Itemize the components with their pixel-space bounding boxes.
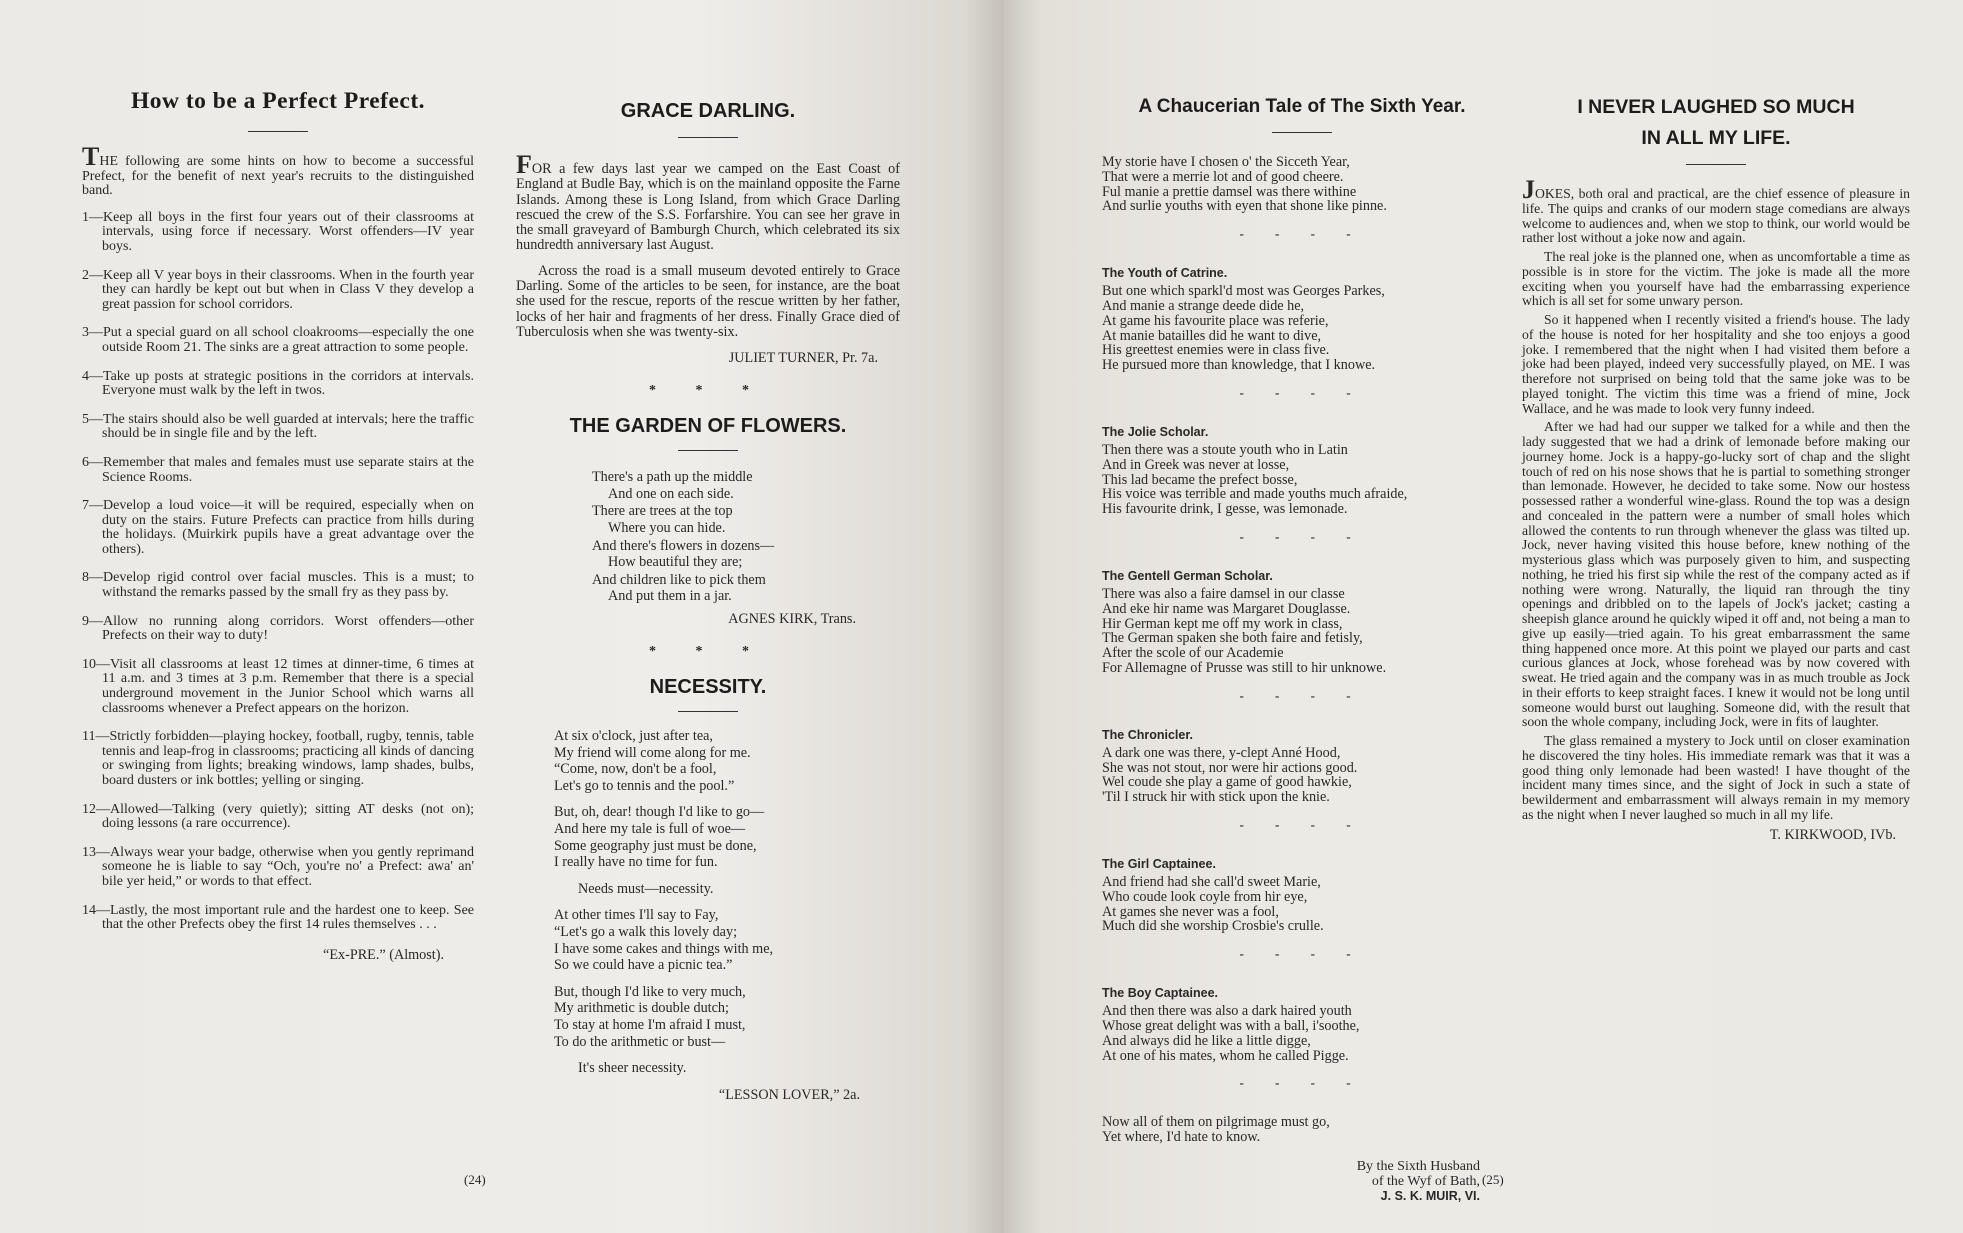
section-heading: The Jolie Scholar. bbox=[1102, 424, 1209, 439]
section-heading: The Chronicler. bbox=[1102, 727, 1193, 742]
poem-line: At other times I'll say to Fay, bbox=[554, 907, 719, 924]
chaucer-title: A Chaucerian Tale of The Sixth Year. bbox=[1138, 96, 1466, 117]
necessity-title: NECESSITY. bbox=[649, 676, 767, 699]
chaucer-article bbox=[1102, 96, 1502, 1204]
poem-stanza bbox=[554, 881, 900, 898]
poem-line: He pursued more than knowledge, that I knowe. bbox=[1102, 357, 1376, 374]
section-stanza bbox=[1102, 1004, 1502, 1063]
laughed-body bbox=[1522, 175, 1910, 823]
necessity-poem bbox=[516, 728, 900, 1077]
title-rule bbox=[1272, 132, 1332, 133]
poem-line: At one of his mates, whom he called Pigge. bbox=[1102, 1047, 1349, 1064]
prefect-intro: THE following are some hints on how to become a successful Prefect, for the benefit of next year's recruits to the distinguished band. bbox=[82, 142, 474, 199]
section-heading: The Youth of Catrine. bbox=[1102, 266, 1228, 281]
prefect-hint: 8—Develop rigid control over facial muscles. This is a must; to withstand the remarks passed by the small fry as they pass by. bbox=[82, 570, 474, 601]
prefect-hint: 7—Develop a loud voice—it will be required, especially when on duty on the stairs. Future Prefects can practice from hills during the holidays. (Muirkirk pupils have a great advantage over the others). bbox=[82, 498, 474, 557]
section-heading: The Gentell German Scholar. bbox=[1102, 568, 1273, 583]
section-heading: The Girl Captainee. bbox=[1102, 856, 1216, 871]
laughed-paragraph: The real joke is the planned one, when as uncomfortable a time as possible is in store for the victim. The joke is made all the more exciting when you yourself have had the embarrassing experience which is all set for some unwary person. bbox=[1522, 249, 1910, 309]
poem-line: To do the arithmetic or bust— bbox=[554, 1033, 726, 1050]
chaucer-epilogue bbox=[1102, 1115, 1502, 1145]
poem-line: A dark one was there, y-clept Anné Hood, bbox=[1102, 744, 1341, 761]
section-stanza bbox=[1102, 746, 1502, 805]
poem-line: Then there was a stoute youth who in Latin bbox=[1102, 441, 1348, 458]
prefect-signature: “Ex-PRE.” (Almost). bbox=[323, 946, 444, 963]
prefect-title: How to be a Perfect Prefect. bbox=[130, 88, 426, 114]
poem-line: And manie a strange deede dide he, bbox=[1102, 297, 1305, 314]
poem-line: Much did she worship Crosbie's crulle. bbox=[1102, 918, 1324, 935]
poem-line: So we could have a picnic tea.” bbox=[554, 957, 733, 974]
prefect-hint: 11—Strictly forbidden—playing hockey, football, rugby, tennis, table tennis and leap-frog in classrooms; practicing all kinds of dancing or swinging from lights; breaking windows, lamp shades, bulbs, board dusters or ink bottles; yelling or singing. bbox=[82, 729, 474, 788]
poem-line: It's sheer necessity. bbox=[578, 1060, 687, 1077]
poem-line: But, though I'd like to very much, bbox=[554, 983, 746, 1000]
poem-line: And children like to pick them bbox=[592, 571, 766, 588]
title-rule bbox=[678, 450, 738, 451]
poem-line: Where you can hide. bbox=[608, 520, 726, 537]
poem-line: His greettest enemies were in class five. bbox=[1102, 342, 1330, 359]
dash-divider: - - - - bbox=[1239, 384, 1365, 400]
poem-line: She was not stout, nor were hir actions good. bbox=[1102, 759, 1358, 776]
prefect-hint: 14—Lastly, the most important rule and the hardest one to keep. See that the other Prefects obey the first 14 rules themselves . . . bbox=[82, 902, 474, 933]
grace-body bbox=[516, 150, 900, 340]
poem-line: But one which sparkl'd most was Georges Parkes, bbox=[1102, 283, 1385, 300]
prefect-hint: 10—Visit all classrooms at least 12 times at dinner-time, 6 times at 11 a.m. and 3 times at 3 p.m. Remember that there is a special underground movement in the Junior School which warns all classrooms whenever a Prefect appears on the horizon. bbox=[82, 656, 474, 716]
poem-line: At manie batailles did he want to dive, bbox=[1102, 327, 1322, 344]
poem-line: Now all of them on pilgrimage must go, bbox=[1102, 1114, 1330, 1131]
dash-divider: - - - - bbox=[1239, 816, 1365, 832]
poem-line: Let's go to tennis and the pool.” bbox=[554, 777, 735, 794]
grace-title: GRACE DARLING. bbox=[620, 100, 796, 122]
grace-paragraph: Across the road is a small museum devoted entirely to Grace Darling. Some of the articles to be seen, for instance, are the boat she used for the rescue, reports of the rescue written by her father, locks of her hair and fragments of her dress. Finally Grace died of Tuberculosis when she was twenty-six. bbox=[516, 262, 900, 340]
poem-line: That were a merrie lot and of good cheere. bbox=[1102, 168, 1344, 185]
poem-line: Wel coude she play a game of good hawkie, bbox=[1102, 774, 1352, 791]
poem-line: Whose great delight was with a ball, i'soothe, bbox=[1102, 1017, 1360, 1034]
poem-line: “Come, now, don't be a fool, bbox=[554, 761, 717, 778]
grace-signature: JULIET TURNER, Pr. 7a. bbox=[728, 350, 878, 367]
poem-line: For Allemagne of Prusse was still to hir unknowe. bbox=[1102, 659, 1387, 676]
poem-line: And friend had she call'd sweet Marie, bbox=[1102, 873, 1321, 890]
stars-divider: * * * bbox=[649, 644, 767, 660]
laughed-paragraph: So it happened when I recently visited a friend's house. The lady of the house is noted for her hospitality and she too enjoys a good joke. I remembered that the night when I had visited them before a joke had been played, indeed very successfully played, on ME. I was therefore not surprised on being told that the same joke was to be played tonight. The victim this time was a friend of mine, Jock Wallace, and he was made to look very funny indeed. bbox=[1522, 312, 1910, 416]
middle-column bbox=[516, 100, 900, 1104]
poem-line: There are trees at the top bbox=[592, 503, 733, 520]
poem-line: My arithmetic is double dutch; bbox=[554, 1000, 729, 1017]
garden-poem bbox=[516, 469, 900, 605]
poem-line: To stay at home I'm afraid I must, bbox=[554, 1016, 746, 1033]
right-page bbox=[1004, 0, 1963, 1233]
prefect-hint: 13—Always wear your badge, otherwise when you gently reprimand someone he is liable to say “Och, you're no' a Prefect: awa' an' bile yer heid,” or words to that effect. bbox=[82, 844, 474, 889]
dash-divider: - - - - bbox=[1239, 1075, 1365, 1091]
section-stanza bbox=[1102, 443, 1502, 517]
poem-line: “Let's go a walk this lovely day; bbox=[554, 923, 738, 940]
garden-signature: AGNES KIRK, Trans. bbox=[728, 611, 856, 628]
prefect-hint: 3—Put a special guard on all school cloakrooms—especially the one outside Room 21. The sinks are a great attraction to some people. bbox=[82, 325, 474, 355]
title-rule bbox=[248, 131, 308, 132]
prefect-hint: 4—Take up posts at strategic positions in the corridors at intervals. Everyone must walk by the left in twos. bbox=[82, 368, 474, 399]
dash-divider: - - - - bbox=[1239, 946, 1365, 962]
prefect-hint: 5—The stairs should also be well guarded at intervals; here the traffic should be in single file and by the left. bbox=[82, 411, 474, 442]
chaucer-byline bbox=[1102, 1159, 1502, 1204]
poem-line: Ful manie a prettie damsel was there withine bbox=[1102, 183, 1357, 200]
prefect-hint: 2—Keep all V year boys in their classrooms. When in the fourth year they can hardly be kept out but when in Class V they develop a great passion for school corridors. bbox=[82, 267, 474, 312]
poem-line: At game his favourite place was referie, bbox=[1102, 312, 1329, 329]
prefect-hint: 1—Keep all boys in the first four years out of their classrooms at intervals, using force if necessary. Worst offenders—IV year boys. bbox=[82, 209, 474, 254]
poem-line: My storie have I chosen o' the Sicceth Year, bbox=[1102, 154, 1350, 170]
laughed-paragraph: The glass remained a mystery to Jock until on closer examination he discovered the tiny holes. His immediate remark was that it was a good thing only lemonade had been wasted! I have thought of the incident many times since, and the sight of Jock in such a state of bewilderment and embarrassment will always remain in my memory as the night when I never laughed so much in all my life. bbox=[1522, 733, 1910, 822]
poem-line: I have some cakes and things with me, bbox=[554, 940, 774, 957]
poem-line: At games she never was a fool, bbox=[1102, 903, 1279, 920]
poem-line: Who coude look coyle from hir eye, bbox=[1102, 888, 1308, 905]
title-rule bbox=[1686, 164, 1746, 165]
prefect-hint: 12—Allowed—Talking (very quietly); sitting AT desks (not on); doing lessons (a rare occurrence). bbox=[82, 801, 474, 832]
laughed-article bbox=[1522, 92, 1910, 844]
section-stanza bbox=[1102, 587, 1502, 676]
poem-line: Some geography just must be done, bbox=[554, 837, 757, 854]
poem-line: His voice was terrible and made youths much afraide, bbox=[1102, 486, 1408, 503]
poem-line: There's a path up the middle bbox=[592, 469, 753, 486]
prefect-hints-list bbox=[82, 211, 474, 933]
dash-divider: - - - - bbox=[1239, 687, 1365, 703]
poem-stanza bbox=[554, 804, 900, 870]
laughed-title bbox=[1522, 92, 1910, 154]
poem-line: This lad became the prefect bosse, bbox=[1102, 471, 1298, 488]
poem-line: Yet where, I'd hate to know. bbox=[1102, 1129, 1261, 1146]
dash-divider: - - - - bbox=[1239, 226, 1365, 242]
poem-line: Hir German kept me off my work in class, bbox=[1102, 615, 1343, 632]
prefect-article bbox=[82, 88, 474, 964]
poem-line: At six o'clock, just after tea, bbox=[554, 728, 713, 745]
poem-line: And then there was also a dark haired youth bbox=[1102, 1003, 1352, 1020]
poem-line: 'Til I struck hir with stick upon the knie. bbox=[1102, 789, 1330, 806]
title-rule bbox=[678, 711, 738, 712]
poem-line: And one on each side. bbox=[608, 485, 734, 502]
poem-line: His favourite drink, I gesse, was lemonade. bbox=[1102, 501, 1348, 518]
poem-line: After the scole of our Academie bbox=[1102, 645, 1284, 662]
poem-line: How beautiful they are; bbox=[608, 554, 743, 571]
poem-line: My friend will come along for me. bbox=[554, 744, 751, 761]
page-number-left: (24) bbox=[464, 1172, 486, 1187]
poem-line: There was also a faire damsel in our classe bbox=[1102, 585, 1345, 602]
stars-divider: * * * bbox=[649, 383, 767, 399]
poem-stanza bbox=[554, 984, 900, 1050]
poem-stanza bbox=[554, 907, 900, 973]
garden-title: THE GARDEN OF FLOWERS. bbox=[569, 415, 847, 438]
chaucer-sections bbox=[1102, 266, 1502, 1091]
section-stanza bbox=[1102, 284, 1502, 373]
poem-line: And here my tale is full of woe— bbox=[554, 820, 746, 837]
page-number-right: (25) bbox=[1482, 1172, 1504, 1187]
laughed-paragraph: After we had had our supper we talked for a while and then the lady suggested that we had a drink of lemonade before making our journey home. Jock is a happy-go-lucky sort of chap and the slight touch of red on his nose shows that he is partial to something stronger than lemonade. However, he decided to take some. Now our hostess possessed rather a wonderful wine-glass. Round the top was a design and concealed in the pattern were a number of small holes which allowed the contents to run through whenever the glass was tilted up. Jock, never having visited this house before, knew nothing of the mysterious glass which was purposely given to him, and suspecting nothing, he tried his first sip while the rest of the company acted as if nothing were wrong. Naturally, the liquid ran through the tiny openings and dribbled on to the lapels of Jock's jacket; casting a sheepish glance around he quickly wiped it off and, not being a man to give up easily—tried again. To his great embarrassment the same thing happened once more. At this point we played our parts and cast curious glances at Jock, whose forehead was by now covered with sweat. He tried again and the company was in as much trouble as Jock in their efforts to keep straight faces. I knew it would not be long until someone would burst out laughing. Someone did, with the result that soon the whole company, including Jock, were in fits of laughter. bbox=[1522, 419, 1910, 730]
poem-line: And eke hir name was Margaret Douglasse. bbox=[1102, 600, 1351, 617]
dash-divider: - - - - bbox=[1239, 528, 1365, 544]
poem-line: The German spaken she both faire and fetisly, bbox=[1102, 630, 1363, 647]
poem-line: And always did he like a little digge, bbox=[1102, 1032, 1311, 1049]
section-heading: The Boy Captainee. bbox=[1102, 986, 1218, 1001]
poem-line: And there's flowers in dozens— bbox=[592, 537, 775, 554]
laughed-paragraph: JOKES, both oral and practical, are the chief essence of pleasure in life. The quips and cranks of our modern stage comedians are always welcome to audiences and, when we stop to think, our world would be rather lost without a joke now and again. bbox=[1522, 175, 1910, 246]
prefect-hint: 9—Allow no running along corridors. Worst offenders—other Prefects on their way to duty! bbox=[82, 613, 474, 644]
poem-stanza bbox=[554, 728, 900, 794]
poem-line: But, oh, dear! though I'd like to go— bbox=[554, 804, 765, 821]
poem-line: And surlie youths with eyen that shone like pinne. bbox=[1102, 198, 1387, 215]
chaucer-prologue bbox=[1102, 155, 1502, 214]
byline-line: of the Wyf of Bath, bbox=[1371, 1173, 1480, 1189]
laughed-title-line2: IN ALL MY LIFE. bbox=[1641, 127, 1791, 149]
title-rule bbox=[678, 137, 738, 138]
laughed-signature: T. KIRKWOOD, IVb. bbox=[1769, 826, 1896, 843]
laughed-title-line1: I NEVER LAUGHED SO MUCH bbox=[1577, 96, 1855, 118]
poem-line: And in Greek was never at losse, bbox=[1102, 456, 1290, 473]
byline-line: J. S. K. MUIR, VI. bbox=[1380, 1188, 1480, 1203]
grace-paragraph: FOR a few days last year we camped on the East Coast of England at Budle Bay, which is on the mainland opposite the Farne Islands. Among these is Long Island, from which Grace Darling rescued the crew of the S.S. Forfarshire. You can see her grave in the small graveyard of Bamburgh Church, which celebrated its six hundredth anniversary last August. bbox=[516, 150, 900, 254]
poem-line: Needs must—necessity. bbox=[578, 880, 714, 897]
prefect-hint: 6—Remember that males and females must use separate stairs at the Science Rooms. bbox=[82, 454, 474, 485]
section-stanza bbox=[1102, 875, 1502, 934]
poem-line: I really have no time for fun. bbox=[554, 854, 718, 871]
poem-stanza bbox=[554, 1060, 900, 1077]
poem-line: And put them in a jar. bbox=[608, 588, 732, 605]
byline-line: By the Sixth Husband bbox=[1356, 1158, 1480, 1174]
necessity-signature: “LESSON LOVER,” 2a. bbox=[718, 1086, 860, 1103]
